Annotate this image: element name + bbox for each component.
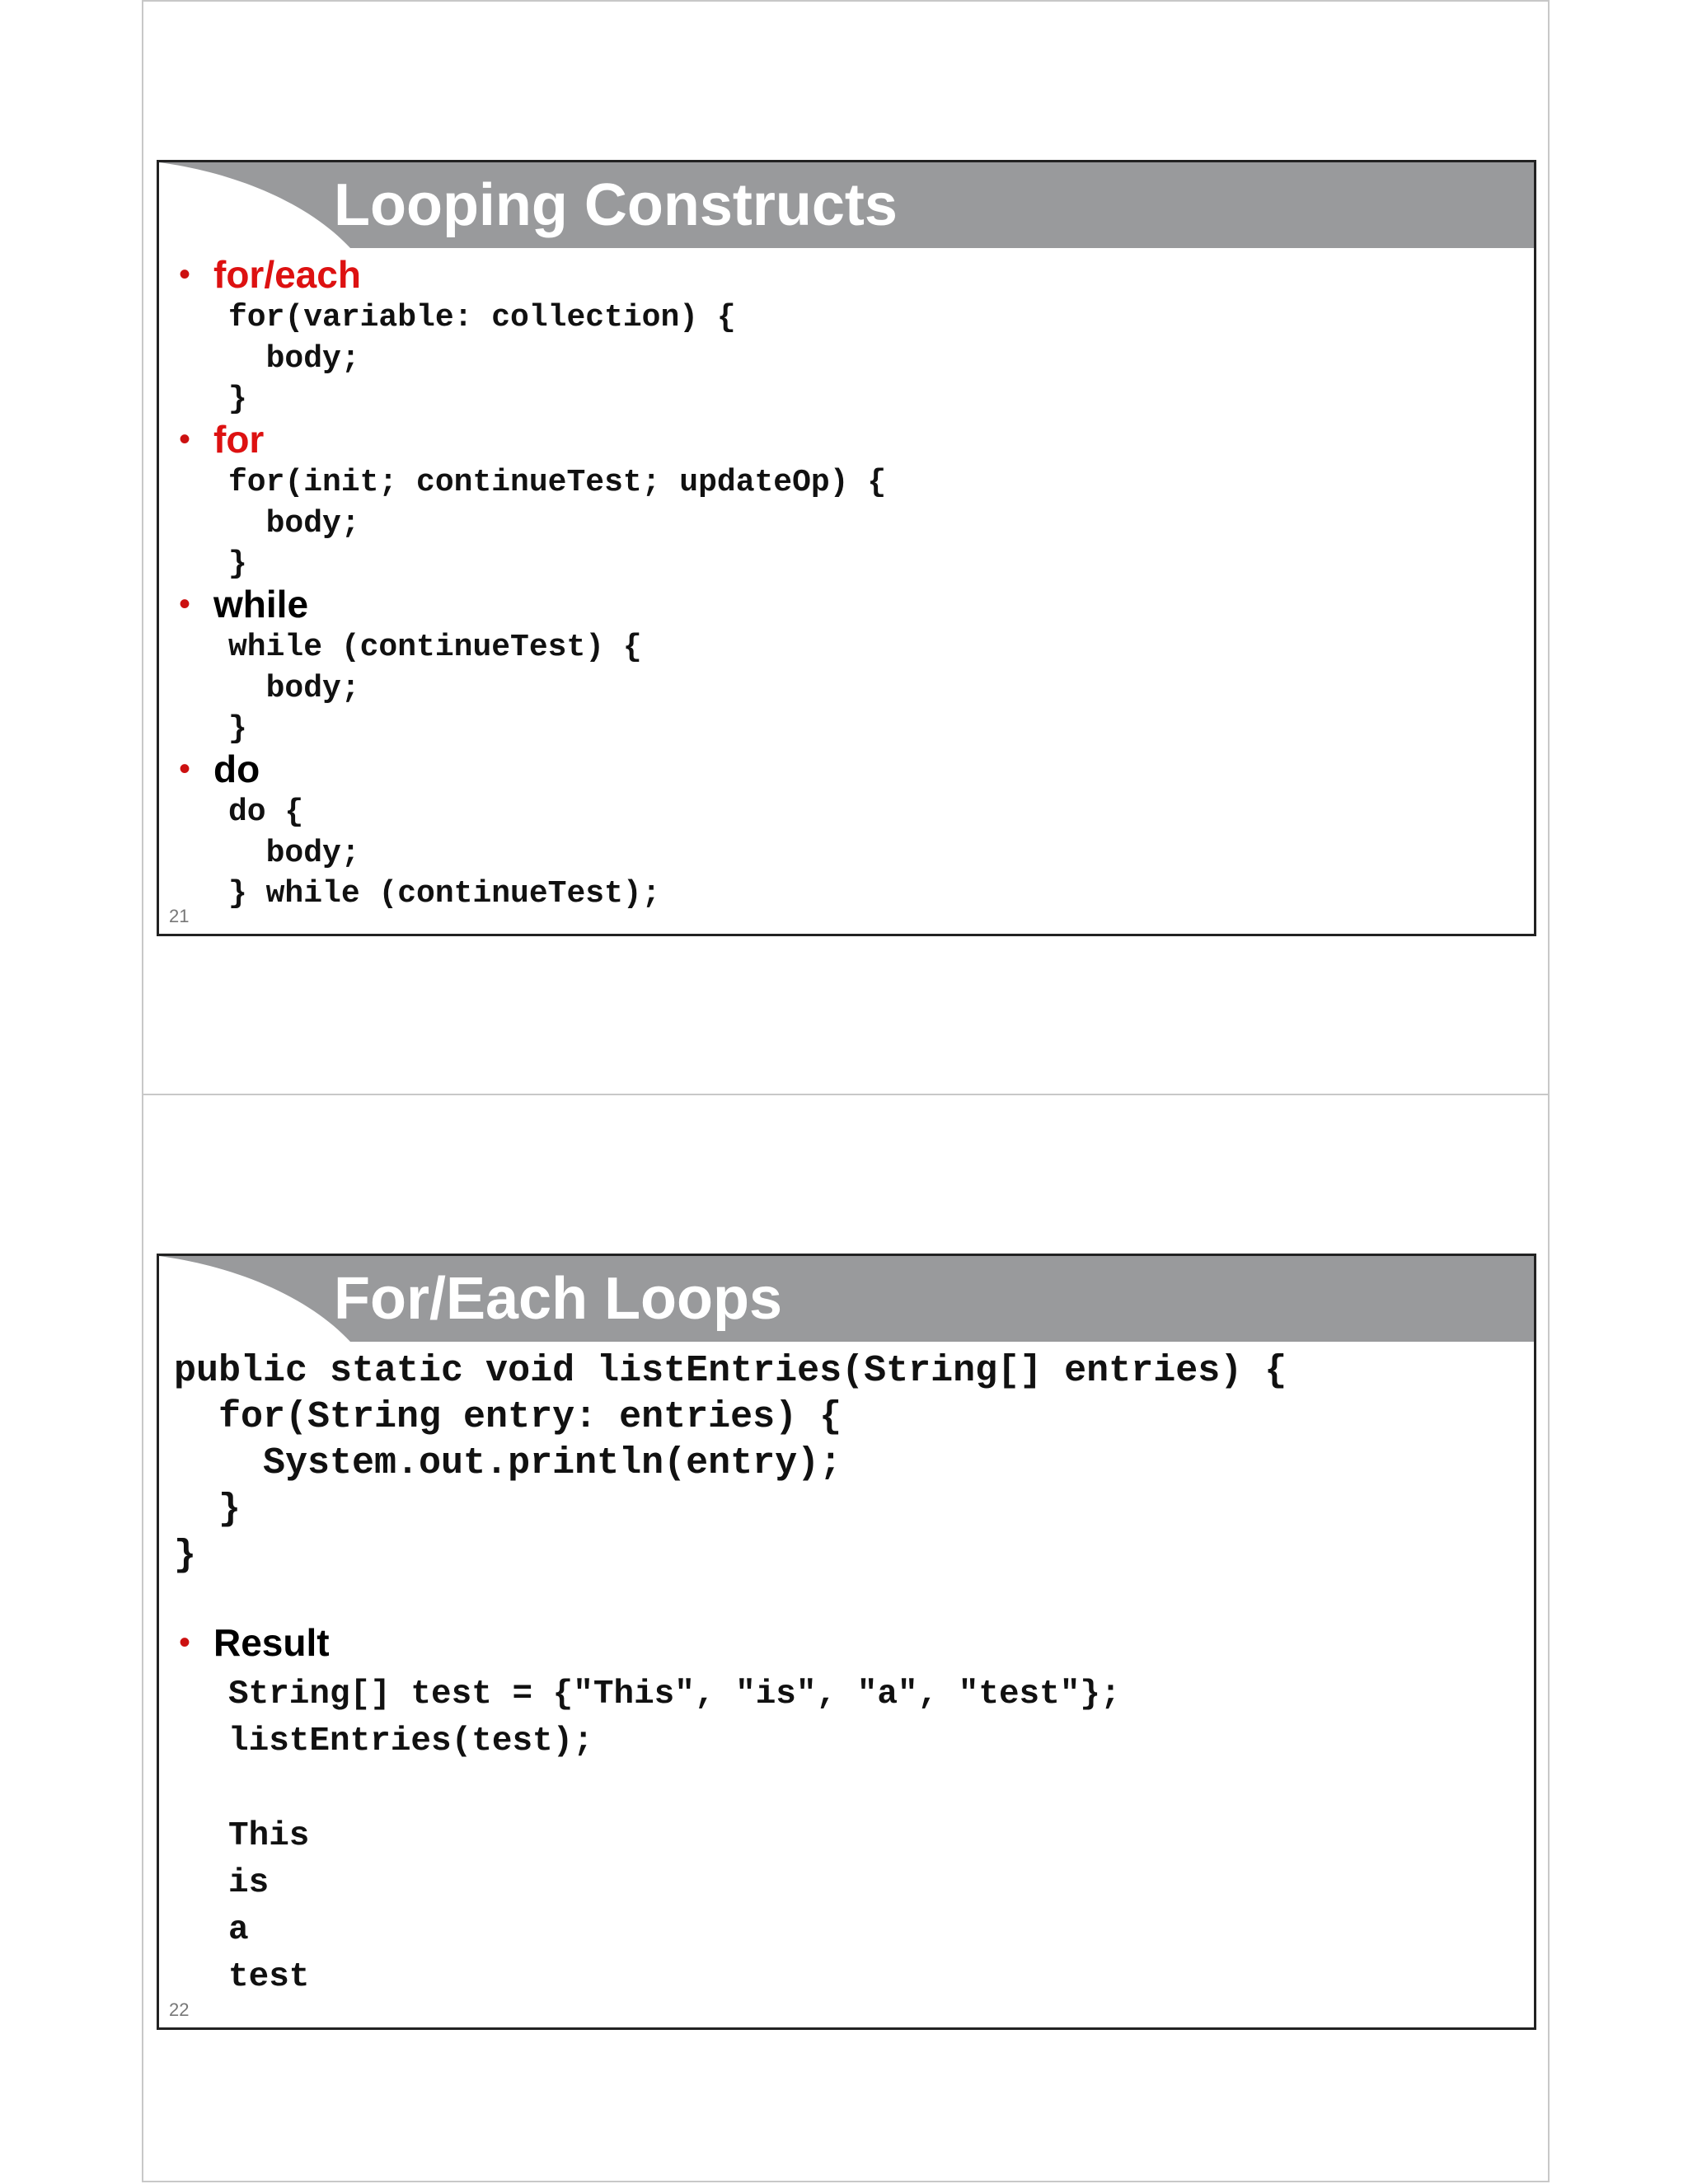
- title-bar: [159, 162, 1534, 248]
- slide-looping-constructs: [157, 160, 1536, 936]
- bullet-label-result: Result: [213, 1621, 330, 1664]
- bullet-dot-icon: •: [179, 751, 191, 787]
- bullet-dot-icon: •: [179, 256, 191, 293]
- bullet-dot-icon: •: [179, 421, 191, 457]
- code-foreach: for(variable: collection) { body; }: [228, 300, 736, 417]
- title-bar: [159, 1256, 1534, 1342]
- bullet-dot-icon: •: [179, 1624, 191, 1661]
- bullet-label-foreach: for/each: [213, 253, 361, 296]
- slide-foreach-loops: [157, 1254, 1536, 2030]
- bullet-label-while: while: [213, 583, 309, 626]
- code-result-call: String[] test = {"This", "is", "a", "test"}; listEntries(test);: [228, 1675, 1121, 1760]
- code-output: This is a test: [228, 1817, 310, 1996]
- page-divider: [142, 1094, 1550, 1095]
- code-do: do { body; } while (continueTest);: [228, 794, 661, 912]
- code-for: for(init; continueTest; updateOp) { body; }: [228, 465, 887, 582]
- page-number: 22: [169, 1999, 190, 2020]
- code-list-entries-method: public static void listEntries(String[] entries) { for(String entry: entries) { System.out.println(entry); } }: [174, 1350, 1287, 1577]
- slide-title: For/Each Loops: [334, 1266, 783, 1332]
- page-number: 21: [169, 906, 190, 926]
- slide-title: Looping Constructs: [334, 172, 898, 238]
- bullet-dot-icon: •: [179, 586, 191, 622]
- bullet-label-for: for: [213, 418, 265, 461]
- code-while: while (continueTest) { body; }: [228, 630, 642, 747]
- bullet-label-do: do: [213, 748, 260, 790]
